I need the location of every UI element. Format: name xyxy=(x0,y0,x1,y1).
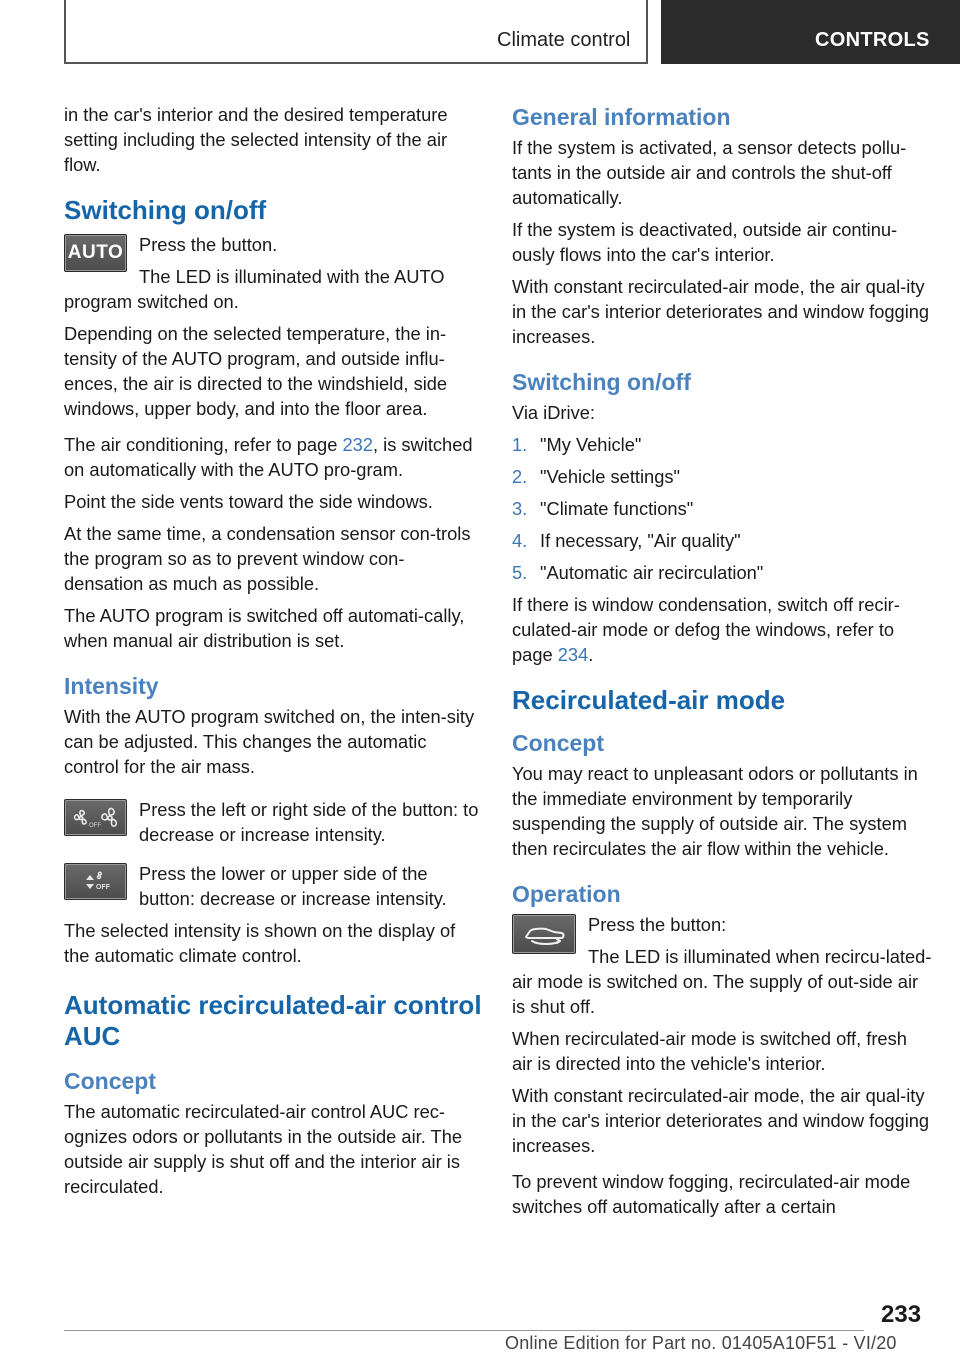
edition-footer: Online Edition for Part no. 01405A10F51 - VI/20 xyxy=(505,1333,897,1353)
updown-arrows-icon xyxy=(68,867,124,897)
auto-paragraph-5: The AUTO program is switched off automati‐cally, when manual air distribution is set. xyxy=(64,605,465,651)
recirc-paragraph-1: When recirculated-air mode is switched off, fresh air is directed into the vehicle's interior. xyxy=(512,1028,907,1074)
right-switching-heading: Switching on/off xyxy=(512,369,691,395)
fan-intensity-button-icon xyxy=(64,799,127,836)
list-item xyxy=(512,528,932,553)
auto-button-icon xyxy=(64,234,127,272)
fan-icon xyxy=(68,803,124,833)
condensation-paragraph xyxy=(512,592,932,667)
right-column xyxy=(512,102,932,1226)
auto-paragraph-3: Point the side vents toward the side windows. xyxy=(64,491,433,512)
recirc-concept-heading: Concept xyxy=(512,730,604,756)
updown-off-label: OFF xyxy=(95,883,110,891)
intensity-heading: Intensity xyxy=(64,673,159,699)
auto-paragraph-1: Depending on the selected temperature, the in‐tensity of the AUTO program, and outside influ‐ences, the air is directed to the windshield, side windows, upper body, and into the floor area. xyxy=(64,323,448,419)
auto-press-text: Press the button. xyxy=(139,234,278,255)
idrive-steps-list xyxy=(512,432,932,585)
auto-paragraph-4: At the same time, a condensation sensor con‐trols the program so as to prevent window con‐densation as much as possible. xyxy=(64,523,471,594)
auto-paragraph-2 xyxy=(64,432,482,482)
step-number: 4. xyxy=(512,530,528,551)
list-item xyxy=(512,496,932,521)
condensation-text: If there is window condensation, switch off recir‐culated-air mode or defog the windows, refer to page xyxy=(512,594,900,665)
footer-divider xyxy=(64,1330,864,1331)
step-text: If necessary, "Air quality" xyxy=(540,530,741,551)
auto-button-row xyxy=(64,232,482,314)
step-text: "Automatic air recirculation" xyxy=(540,562,764,583)
page-link-232[interactable]: 232 xyxy=(342,434,373,455)
auto-led-text: The LED is illuminated with the AUTO program switched on. xyxy=(64,266,445,312)
page-number: 233 xyxy=(881,1301,922,1328)
step-number: 3. xyxy=(512,498,528,519)
step-text: "Vehicle settings" xyxy=(540,466,681,487)
step-text: "My Vehicle" xyxy=(540,434,642,455)
recirc-led-text: The LED is illuminated when recircu‐lated-air mode is switched on. The supply of out‐side air is shut off. xyxy=(512,946,932,1017)
step-number: 2. xyxy=(512,466,528,487)
switching-heading: Switching on/off xyxy=(64,195,267,225)
intensity-paragraph-2: The selected intensity is shown on the display of the automatic climate control. xyxy=(64,920,456,966)
general-heading: General information xyxy=(512,104,731,130)
header-chapter-title: CONTROLS xyxy=(815,29,930,51)
auto-paragraph-2-text: The air conditioning, refer to page xyxy=(64,434,343,455)
fan-button-text: Press the left or right side of the button: to decrease or increase intensity. xyxy=(139,799,479,845)
recirc-press-text: Press the button: xyxy=(588,914,727,935)
updown-button-text: Press the lower or upper side of the button: decrease or increase intensity. xyxy=(139,863,447,909)
recirc-car-icon xyxy=(516,919,572,949)
recirc-concept-text: You may react to unpleasant odors or pollutants in the immediate environment by temporarily suspending the supply of outside air. The system then recirculates the air flow within the vehicle. xyxy=(512,763,918,859)
intensity-paragraph-1: With the AUTO program switched on, the inten‐sity can be adjusted. This changes the automatic control for the air mass. xyxy=(64,706,475,777)
fan-button-row xyxy=(64,797,482,847)
auto-button-label: AUTO xyxy=(67,242,124,263)
recirc-paragraph-2: With constant recirculated-air mode, the air qual‐ity in the car's interior deteriorates and window fogging increases. xyxy=(512,1085,930,1156)
operation-heading: Operation xyxy=(512,881,621,907)
updown-button-icon xyxy=(64,863,127,900)
list-item xyxy=(512,464,932,489)
auc-heading: Automatic recirculated-air control AUC xyxy=(64,990,482,1051)
general-paragraph-2: If the system is deactivated, outside air continu‐ously flows into the car's interior. xyxy=(512,219,898,265)
intro-paragraph: in the car's interior and the desired temperature setting including the selected intensity of the air flow. xyxy=(64,104,448,175)
list-item xyxy=(512,560,932,585)
auto-paragraph-2-text-end: , is switched on automatically with the AUTO pro‐gram. xyxy=(64,434,473,480)
recirc-heading: Recirculated-air mode xyxy=(512,685,786,715)
recirc-button-row xyxy=(512,912,932,1019)
via-idrive: Via iDrive: xyxy=(512,402,595,423)
general-paragraph-3: With constant recirculated-air mode, the air qual‐ity in the car's interior deteriorates and window fogging increases. xyxy=(512,276,930,347)
step-number: 1. xyxy=(512,434,528,455)
page-link-234[interactable]: 234 xyxy=(557,644,589,665)
recirc-button-icon xyxy=(512,914,576,954)
updown-button-row xyxy=(64,861,482,911)
step-text: "Climate functions" xyxy=(540,498,694,519)
auc-concept-heading: Concept xyxy=(64,1068,156,1094)
auc-concept-text: The automatic recirculated-air control AUC rec‐ognizes odors or pollutants in the outside air. The outside air supply is shut off and the interior air is recirculated. xyxy=(64,1101,463,1197)
list-item xyxy=(512,432,932,457)
svg-text:OFF: OFF xyxy=(88,822,101,829)
general-paragraph-1: If the system is activated, a sensor detects pollu‐tants in the outside air and controls the shut-off automatically. xyxy=(512,137,907,208)
recirc-paragraph-3: To prevent window fogging, recirculated-air mode switches off automatically after a certain xyxy=(512,1171,911,1217)
condensation-text-end: . xyxy=(588,644,594,665)
step-number: 5. xyxy=(512,562,528,583)
left-column xyxy=(64,102,482,1206)
header-section-title: Climate control xyxy=(497,29,631,51)
